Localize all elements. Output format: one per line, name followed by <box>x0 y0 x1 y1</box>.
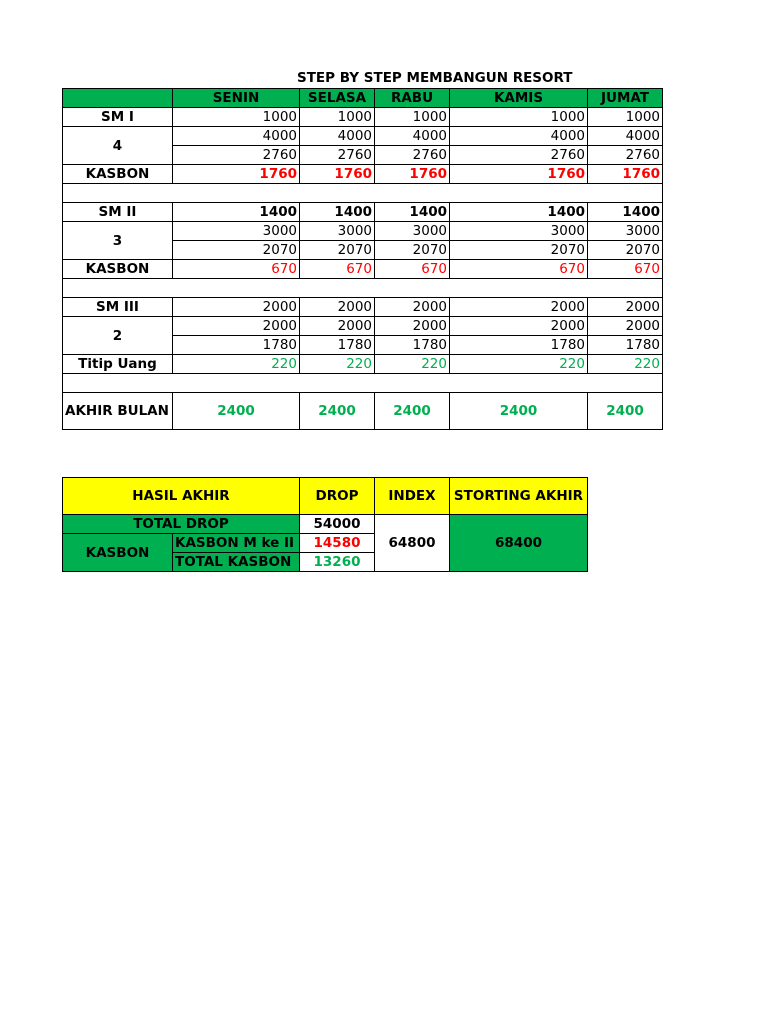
block3-f-kamis[interactable]: 220 <box>450 355 588 374</box>
block3-f-rabu[interactable]: 220 <box>375 355 450 374</box>
summary-header-index[interactable]: INDEX <box>375 478 450 515</box>
spacer-row-3 <box>63 374 663 393</box>
block3-label[interactable]: SM III <box>63 298 173 317</box>
block1-row2 <box>63 127 663 146</box>
block1-f-selasa[interactable]: 1760 <box>300 165 375 184</box>
block3-f-senin[interactable]: 220 <box>173 355 300 374</box>
kasbon-m-value[interactable]: 14580 <box>300 534 375 553</box>
block3-r2-jumat[interactable]: 2000 <box>588 317 663 336</box>
spacer-row-1 <box>63 184 663 203</box>
block3-footer <box>63 355 663 374</box>
block1-f-kamis[interactable]: 1760 <box>450 165 588 184</box>
block1-r1-selasa[interactable]: 1000 <box>300 108 375 127</box>
total-drop-label[interactable]: TOTAL DROP <box>63 515 300 534</box>
akhir-bulan-jumat[interactable]: 2400 <box>588 393 663 430</box>
header-blank-cell[interactable] <box>63 89 173 108</box>
spacer-cell-1[interactable] <box>63 184 663 203</box>
block2-footer <box>63 260 663 279</box>
block1-r2-senin[interactable]: 4000 <box>173 127 300 146</box>
akhir-bulan-row <box>63 393 663 430</box>
akhir-bulan-selasa[interactable]: 2400 <box>300 393 375 430</box>
block2-r2-selasa[interactable]: 3000 <box>300 222 375 241</box>
day-header-senin[interactable]: SENIN <box>173 89 300 108</box>
summary-header-storting[interactable]: STORTING AKHIR <box>450 478 588 515</box>
block2-r1-selasa[interactable]: 1400 <box>300 203 375 222</box>
block3-r2-selasa[interactable]: 2000 <box>300 317 375 336</box>
block2-footer-label[interactable]: KASBON <box>63 260 173 279</box>
weekly-table <box>62 88 663 430</box>
block1-count[interactable]: 4 <box>63 127 173 165</box>
block1-r3-senin[interactable]: 2760 <box>173 146 300 165</box>
storting-value[interactable]: 68400 <box>450 515 588 572</box>
block3-r3-jumat[interactable]: 1780 <box>588 336 663 355</box>
block1-r1-jumat[interactable]: 1000 <box>588 108 663 127</box>
block1-footer-label[interactable]: KASBON <box>63 165 173 184</box>
block2-f-selasa[interactable]: 670 <box>300 260 375 279</box>
summary-header-hasil[interactable]: HASIL AKHIR <box>63 478 300 515</box>
block2-r1-senin[interactable]: 1400 <box>173 203 300 222</box>
block2-r1-rabu[interactable]: 1400 <box>375 203 450 222</box>
block1-f-senin[interactable]: 1760 <box>173 165 300 184</box>
day-header-rabu[interactable]: RABU <box>375 89 450 108</box>
day-header-row <box>63 89 663 108</box>
block2-r3-senin[interactable]: 2070 <box>173 241 300 260</box>
kasbon-label[interactable]: KASBON <box>63 534 173 572</box>
block2-row2 <box>63 222 663 241</box>
block2-r3-selasa[interactable]: 2070 <box>300 241 375 260</box>
spacer-cell-3[interactable] <box>63 374 663 393</box>
block3-r1-rabu[interactable]: 2000 <box>375 298 450 317</box>
summary-header-drop[interactable]: DROP <box>300 478 375 515</box>
akhir-bulan-rabu[interactable]: 2400 <box>375 393 450 430</box>
block3-r2-senin[interactable]: 2000 <box>173 317 300 336</box>
block2-f-rabu[interactable]: 670 <box>375 260 450 279</box>
akhir-bulan-label[interactable]: AKHIR BULAN <box>63 393 173 430</box>
block1-r2-kamis[interactable]: 4000 <box>450 127 588 146</box>
block2-r1-kamis[interactable]: 1400 <box>450 203 588 222</box>
block3-r3-kamis[interactable]: 1780 <box>450 336 588 355</box>
block3-r3-rabu[interactable]: 1780 <box>375 336 450 355</box>
block1-footer <box>63 165 663 184</box>
total-drop-value[interactable]: 54000 <box>300 515 375 534</box>
akhir-bulan-kamis[interactable]: 2400 <box>450 393 588 430</box>
summary-header-row <box>63 478 588 515</box>
block3-footer-label[interactable]: Titip Uang <box>63 355 173 374</box>
block1-r1-senin[interactable]: 1000 <box>173 108 300 127</box>
block2-r1-jumat[interactable]: 1400 <box>588 203 663 222</box>
day-header-kamis[interactable]: KAMIS <box>450 89 588 108</box>
akhir-bulan-senin[interactable]: 2400 <box>173 393 300 430</box>
block1-r2-rabu[interactable]: 4000 <box>375 127 450 146</box>
block3-r3-selasa[interactable]: 1780 <box>300 336 375 355</box>
block1-r1-kamis[interactable]: 1000 <box>450 108 588 127</box>
block3-row2 <box>63 317 663 336</box>
sheet-title: STEP BY STEP MEMBANGUN RESORT <box>297 70 573 86</box>
day-header-selasa[interactable]: SELASA <box>300 89 375 108</box>
block2-f-jumat[interactable]: 670 <box>588 260 663 279</box>
block3-r1-selasa[interactable]: 2000 <box>300 298 375 317</box>
block2-label[interactable]: SM II <box>63 203 173 222</box>
block3-r1-senin[interactable]: 2000 <box>173 298 300 317</box>
block3-r1-kamis[interactable]: 2000 <box>450 298 588 317</box>
block2-r2-jumat[interactable]: 3000 <box>588 222 663 241</box>
block1-f-jumat[interactable]: 1760 <box>588 165 663 184</box>
block3-r3-senin[interactable]: 1780 <box>173 336 300 355</box>
block3-row1 <box>63 298 663 317</box>
block2-r3-rabu[interactable]: 2070 <box>375 241 450 260</box>
block3-r2-kamis[interactable]: 2000 <box>450 317 588 336</box>
block1-row1 <box>63 108 663 127</box>
block1-r3-kamis[interactable]: 2760 <box>450 146 588 165</box>
total-kasbon-label[interactable]: TOTAL KASBON <box>173 553 300 572</box>
spacer-row-2 <box>63 279 663 298</box>
block2-row1 <box>63 203 663 222</box>
block3-r1-jumat[interactable]: 2000 <box>588 298 663 317</box>
block2-f-kamis[interactable]: 670 <box>450 260 588 279</box>
block1-r3-rabu[interactable]: 2760 <box>375 146 450 165</box>
block1-r3-jumat[interactable]: 2760 <box>588 146 663 165</box>
block3-f-jumat[interactable]: 220 <box>588 355 663 374</box>
block1-r3-selasa[interactable]: 2760 <box>300 146 375 165</box>
spacer-cell-2[interactable] <box>63 279 663 298</box>
day-header-jumat[interactable]: JUMAT <box>588 89 663 108</box>
block2-count[interactable]: 3 <box>63 222 173 260</box>
block2-r3-jumat[interactable]: 2070 <box>588 241 663 260</box>
summary-table <box>62 477 588 572</box>
total-kasbon-value[interactable]: 13260 <box>300 553 375 572</box>
block1-r1-rabu[interactable]: 1000 <box>375 108 450 127</box>
block2-r2-senin[interactable]: 3000 <box>173 222 300 241</box>
block1-r2-jumat[interactable]: 4000 <box>588 127 663 146</box>
block1-r2-selasa[interactable]: 4000 <box>300 127 375 146</box>
block2-r2-rabu[interactable]: 3000 <box>375 222 450 241</box>
summary-total-drop-row <box>63 515 588 534</box>
block1-label[interactable]: SM I <box>63 108 173 127</box>
index-value[interactable]: 64800 <box>375 515 450 572</box>
kasbon-m-label[interactable]: KASBON M ke II <box>173 534 300 553</box>
block3-count[interactable]: 2 <box>63 317 173 355</box>
block3-r2-rabu[interactable]: 2000 <box>375 317 450 336</box>
block3-f-selasa[interactable]: 220 <box>300 355 375 374</box>
block2-r3-kamis[interactable]: 2070 <box>450 241 588 260</box>
block2-r2-kamis[interactable]: 3000 <box>450 222 588 241</box>
block1-f-rabu[interactable]: 1760 <box>375 165 450 184</box>
block2-f-senin[interactable]: 670 <box>173 260 300 279</box>
